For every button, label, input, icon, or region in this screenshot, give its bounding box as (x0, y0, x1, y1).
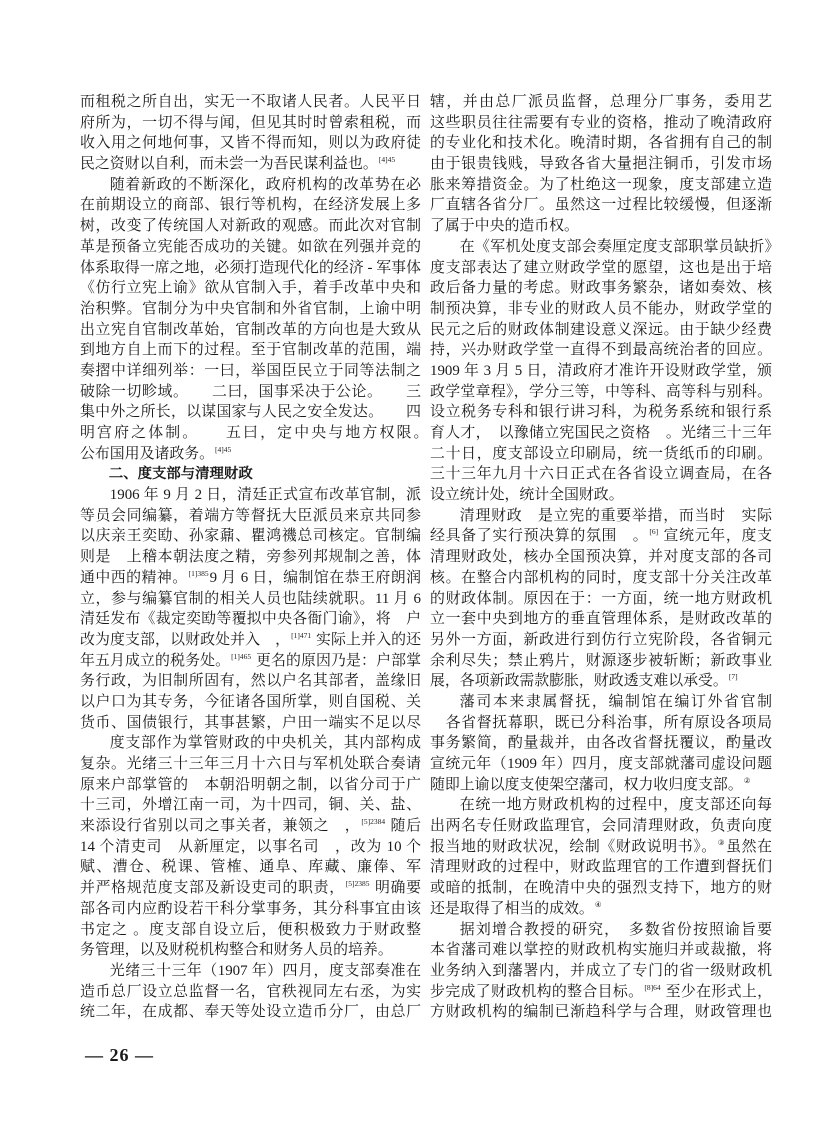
text-line: 由于银贵钱贱，导致各省大量挹注铜币，引发市场 (430, 156, 772, 173)
text-line: 民之资财以自利，而未尝一为吾民谋利益也。$^{[4]45}$ (80, 155, 396, 173)
text-line: 而租税之所自出，实无一不取诸人民者。人民平日 (80, 94, 421, 110)
text-line: 设立税务专科和银行讲习科，为税务系统和银行系 (430, 404, 772, 421)
text-line: 1909 年 3 月 5 日，清政府才准许开设财政学堂，颁 (430, 362, 772, 379)
text-line: 等员会同编纂，着端方等督抚大臣派员来京共同参 (80, 507, 421, 524)
citation-marker: [1]465 (231, 651, 252, 661)
paragraph (80, 961, 421, 1023)
text-line: 清理财政 是立宪的重要举措，而当时 实际 (459, 507, 772, 524)
text-line: 二、度支部与清理财政 (108, 466, 253, 483)
text-line: 立，参与编纂官制的相关人员也陆续就职。11 月 6 (80, 590, 421, 607)
text-line: 设立统计处，统计全国财政。 (430, 487, 624, 504)
text-line: 务行政，为旧制所固有，然以户名其部者，盖缘旧 (80, 673, 421, 690)
text-line: 在前期设立的商部、银行等机构，在经济发展上多 (80, 197, 421, 214)
text-line: 随即上谕以度支使架空藩司，权力收归度支部。② (430, 775, 751, 793)
text-line: 治积弊。官制分为中央官制和外省官制，上谕中明 (80, 300, 421, 317)
text-line: 余利尽失；禁止鸦片，财源逐步被斩断；新政事业 (430, 652, 772, 669)
paragraph (80, 92, 421, 175)
text-line: 度支部表达了建立财政学堂的愿望，这也是出于培 (430, 259, 772, 276)
text-line: 各省督抚幕职，既已分科治事，所有原设各项局 (445, 714, 772, 731)
text-line: 以户口为其专务，今征诸各国所掌，则自国税、关 (80, 693, 421, 710)
text-line: 步完成了财政机构的整合目标。$^{[8]64}$ 至少在形式上， (430, 982, 772, 1000)
paragraph (430, 92, 772, 237)
text-line: 在统一地方财政机构的过程中，度支部还向每 (459, 797, 772, 814)
text-line: 的财政体制。原因在于：一方面，统一地方财政机 (430, 590, 772, 607)
text-line: 革是预备立宪能否成功的关键。如欲在列强并竞的 (80, 238, 421, 255)
citation-marker: [5]2384 (361, 817, 386, 827)
text-line: 方财政机构的编制已渐趋科学与合理，财政管理也 (430, 1004, 772, 1021)
text-line: 持，兴办财政学堂一直得不到最高统治者的回应。 (430, 342, 772, 359)
text-line: 赋、漕仓、税课、管榷、通阜、库藏、廉俸、军 (80, 859, 421, 876)
text-line: 厂直辖各省分厂。虽然这一过程比较缓慢，但逐渐 (430, 197, 772, 214)
text-line: 《仿行立宪上谕》欲从官制入手，着手改革中央和 (80, 280, 421, 297)
page-number: — 26 — (85, 1045, 154, 1065)
text-line: 随着新政的不断深化，政府机构的改革势在必 (109, 176, 421, 193)
text-line: 原来户部掌管的 本朝沿明朝之制，以省分司于广 (80, 776, 421, 793)
text-line: 事务繁简，酌量裁并，由各改省督抚覆议，酌量改 (430, 735, 772, 752)
citation-marker: [4]45 (215, 444, 232, 454)
text-line: 育人才， 以豫储立宪国民之资格 。光绪三十三年 (430, 425, 772, 441)
text-line: 年五月成立的税务处。$^{[1]465}$ 更名的原因乃是：户部掌 (80, 651, 421, 669)
text-line: 14 个清吏司 从新厘定，以事名司 ，改为 10 个 (80, 838, 421, 855)
citation-marker: [6] (649, 527, 659, 537)
text-line: 业务纳入到藩署内，并成立了专门的省一级财政机 (430, 962, 772, 979)
left-column (80, 92, 421, 1023)
text-line: 明宫府之体制。 五曰，定中央与地方权限。 (80, 425, 421, 441)
text-line: 并严格规范度支部及新设吏司的职责，$^{[5]2385}$ 明确要 (80, 879, 421, 897)
text-line: 奏摺中详细列举：一曰，举国臣民立于同等法制之 (80, 362, 421, 379)
text-line: 出两名专任财政监理官，会同清理财政，负责向度 (430, 818, 772, 835)
text-line: 造币总厂设立总监督一名，官秩视同左右丞，为实 (80, 983, 421, 1000)
text-line: 藩司本来隶属督抚，编制馆在编订外省官制 (459, 693, 772, 710)
text-line: 度支部作为掌管财政的中央机关，其内部构成 (109, 735, 421, 752)
text-line: 或暗的抵制，在晚清中央的强烈支持下，地方的财 (430, 880, 772, 897)
text-line: 宣统元年（1909 年）四月，度支部就藩司虚设问题 (430, 756, 772, 772)
text-line: 复杂。光绪三十三年三月十六日与军机处联合奏请 (80, 756, 421, 772)
text-line: 书定之 。度支部自设立后，便积极致力于财政整 (80, 921, 421, 938)
text-line: 据刘增合教授的研究， 多数省份按照谕旨要 (459, 921, 772, 938)
text-line: 务管理，以及财税机构整合和财务人员的培养。 (80, 942, 393, 959)
citation-marker: [1]385 (188, 568, 209, 578)
section-heading (80, 464, 421, 485)
paragraph (430, 506, 772, 692)
text-line: 经具备了实行预决算的氛围 。[6] 宣统元年，度支 (430, 527, 772, 545)
text-line: 公布国用及诸政务。$^{[4]45}$ (80, 444, 232, 462)
text-line: 制预决算，非专业的财政人员不能办，财政学堂的 (430, 300, 772, 317)
text-line: 清廷发布《裁定奕劻等覆拟中央各衙门谕》，将 户 (80, 611, 421, 628)
text-line: 政后备力量的考虑。财政事务繁杂，诸如奏效、核 (430, 280, 772, 297)
paragraph (80, 485, 421, 733)
paragraph (430, 920, 772, 1023)
citation-marker: [8]64 (644, 982, 661, 992)
text-line: 来添设行省别以司之事关者，兼领之 ，$^{[5]2384}$ 随后 (80, 817, 421, 835)
paragraph (80, 175, 421, 465)
text-line: 则是 上稽本朝法度之精，旁参列邦规制之善，体 (80, 549, 421, 566)
text-line: 核。在整合内部机构的同时，度支部十分关注改革 (430, 569, 772, 586)
text-line: 二十日，度支部设立印刷局，统一货纸币的印刷。 (430, 445, 772, 462)
text-line: 还是取得了相当的成效。④ (430, 899, 602, 917)
text-line: 体系取得一席之地，必须打造现代化的经济 - 军事体 (80, 259, 421, 276)
text-line: 本省藩司难以掌控的财政机构实施归并或裁撤，将 (430, 942, 772, 959)
text-line: 货币、国债银行，其事甚繁，户田一端实不足以尽 (80, 714, 421, 731)
text-line: 府所为，一切不得与闻，但见其时时曾索租税，而 (80, 114, 421, 131)
text-line: 到地方自上而下的过程。至于官制改革的范围，端 (80, 342, 421, 359)
text-line: 以庆亲王奕劻、孙家鼐、瞿鸿禨总司核定。官制编 (80, 528, 421, 545)
right-column (430, 92, 772, 1023)
paragraph (430, 237, 772, 506)
citation-marker: ③ (717, 837, 726, 847)
text-line: 民元之后的财政体制建设意义深远。由于缺少经费 (430, 321, 772, 338)
text-line: 另外一方面，新政进行到仿行立宪阶段，各省铜元 (430, 631, 772, 648)
paragraph (80, 733, 421, 961)
text-line: 了属于中央的造币权。 (430, 218, 579, 235)
text-line: 清理财政的过程中，财政监理官的工作遭到督抚们 (430, 859, 772, 876)
text-line: 辖，并由总厂派员监督，总理分厂事务，委用艺 (430, 94, 772, 110)
text-line: 收入用之何地何事，又皆不得而知，则以为政府徒 (80, 135, 421, 152)
text-line: 展，各项新政需款膨胀，财政透支难以承受。[7] (430, 672, 738, 690)
citation-marker: [5]2385 (345, 879, 370, 889)
paragraph (430, 692, 772, 795)
citation-marker: [1]471 (291, 630, 312, 640)
text-line: 报当地的财政状况，绘制《财政说明书》。③虽然在 (430, 837, 772, 855)
text-line: 改为度支部，以财政处并入 ，$^{[1]471}$ 实际上并入的还 (80, 630, 421, 648)
text-line: 十三司，外增江南一司，为十四司，铜、关、盐、 (80, 797, 421, 814)
text-line: 清理财政处，核办全国预决算，并对度支部的各司 (430, 549, 772, 566)
text-line: 破除一切畛域。 二曰，国事采决于公论。 三 (80, 383, 421, 400)
citation-marker: ② (743, 775, 751, 785)
text-line: 三十三年九月十六日正式在各省设立调查局，在各 (430, 466, 772, 483)
text-line: 光绪三十三年（1907 年）四月，度支部奏准在 (109, 962, 421, 979)
text-line: 在《军机处度支部会奏厘定度支部职掌员缺折》 (459, 238, 772, 255)
text-line: 这些职员往往需要有专业的资格，推动了晚清政府 (430, 114, 772, 131)
text-line: 胀来筹措资金。为了杜绝这一现象，度支部建立造 (430, 176, 772, 193)
text-line: 出立宪自官制改革始，官制改革的方向也是大致从 (80, 321, 421, 338)
text-line: 政学堂章程》，学分三等，中等科、高等科与别科。 (430, 383, 772, 400)
text-line: 统二年，在成都、奉天等处设立造币分厂，由总厂 (80, 1004, 421, 1021)
text-line: 部各司内应酌设若干科分掌事务，其分科事宜由该 (80, 900, 421, 917)
text-line: 立一套中央到地方的垂直管理体系，是财政改革的 (430, 611, 772, 628)
text-line: 1906 年 9 月 2 日，清廷正式宣布改革官制，派 (109, 487, 421, 504)
text-line: 通中西的精神。$^{[1]385}$9 月 6 日，编制馆在恭王府朗润 (80, 568, 421, 586)
citation-marker: [7] (728, 672, 738, 682)
text-line: 集中外之所长，以谋国家与人民之安全发达。 四 (80, 404, 421, 421)
citation-marker: [4]45 (378, 155, 396, 165)
citation-marker: ④ (594, 899, 602, 909)
paragraph (430, 795, 772, 919)
text-line: 树，改变了传统国人对新政的观感。而此次对官制 (80, 218, 421, 235)
text-line: 的专业化和技术化。晚清时期，各省拥有自己的制 (430, 135, 772, 152)
